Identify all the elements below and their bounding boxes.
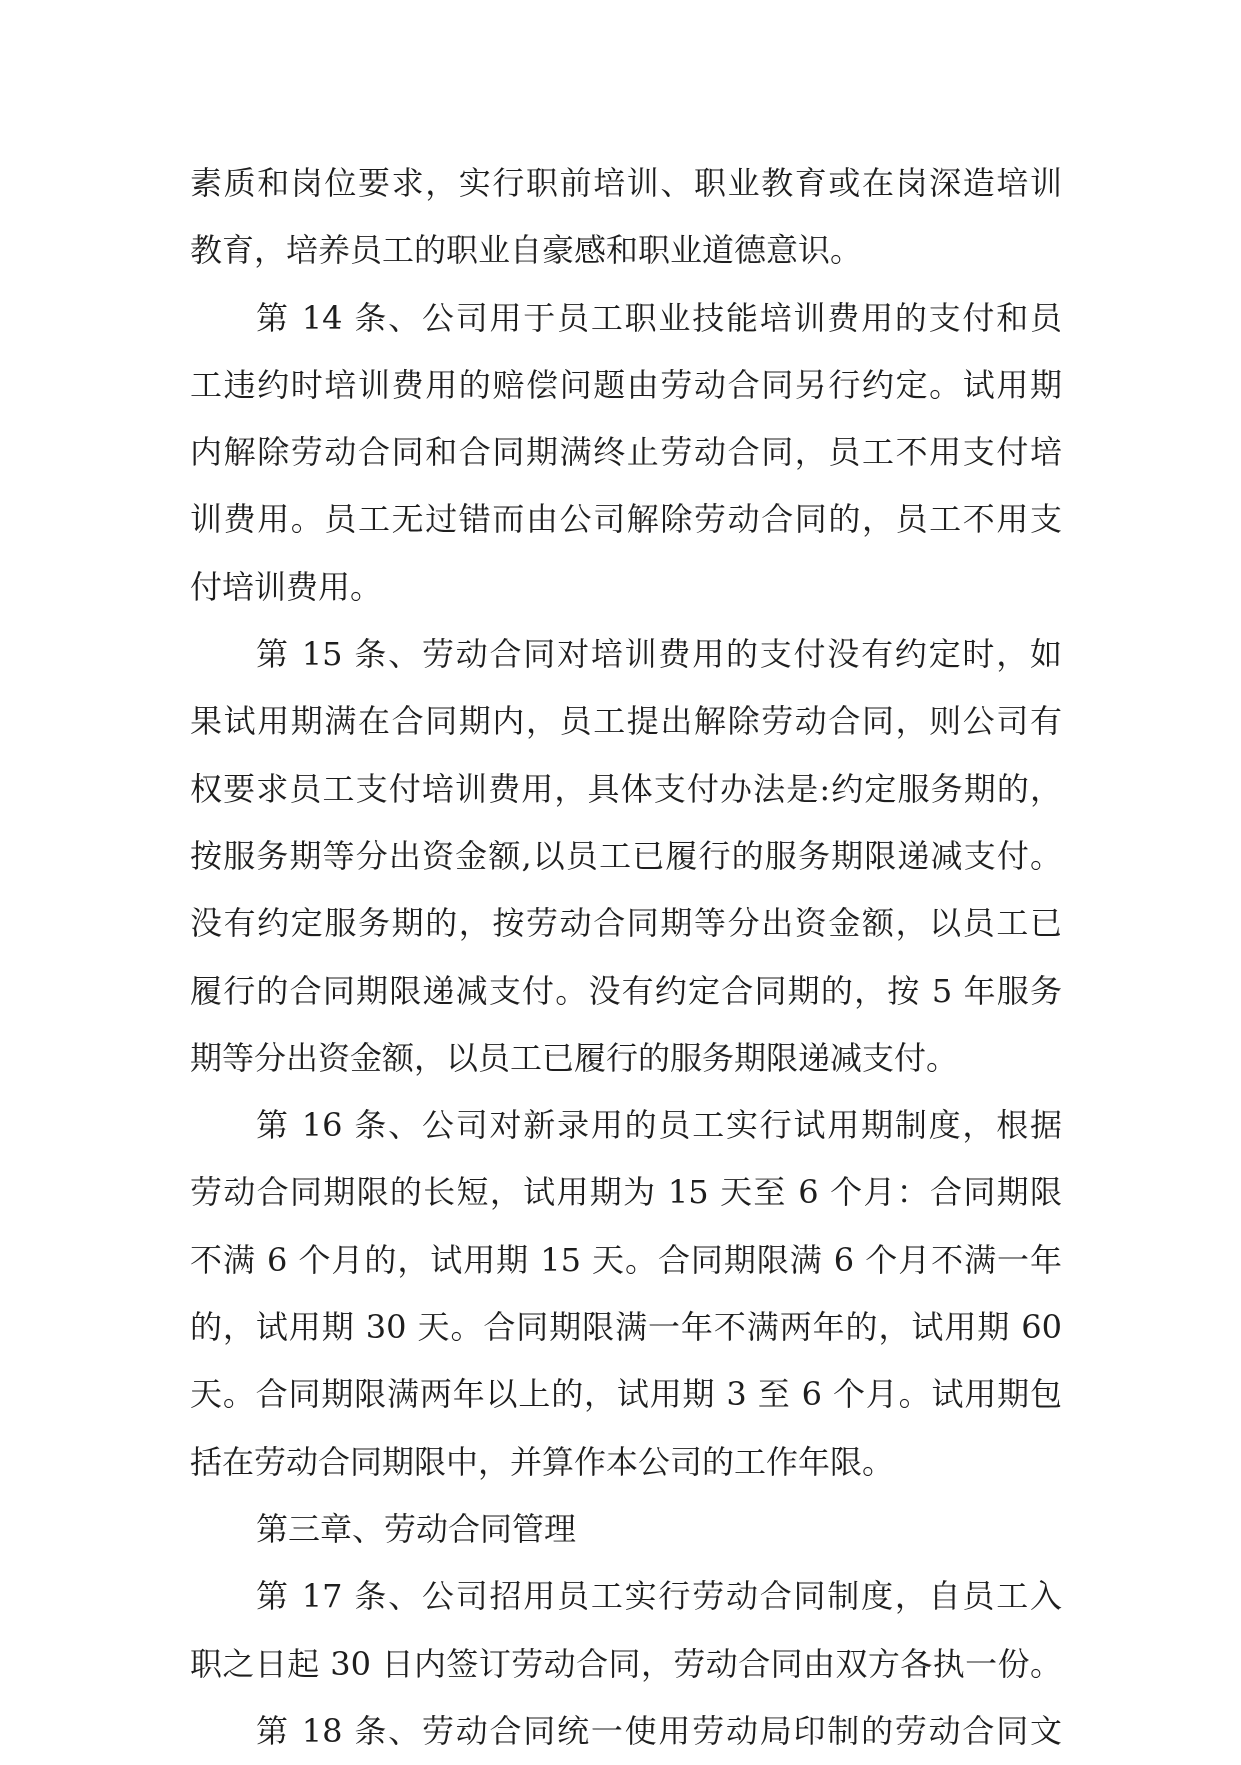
document-text-line: 素质和岗位要求，实行职前培训、职业教育或在岗深造培训 bbox=[190, 164, 1062, 202]
document-text-line: 职之日起 30 日内签订劳动合同，劳动合同由双方各执一份。 bbox=[190, 1644, 1062, 1683]
document-text-line: 不满 6 个月的，试用期 15 天。合同期限满 6 个月不满一年 bbox=[190, 1240, 1062, 1279]
document-text-line: 教育，培养员工的职业自豪感和职业道德意识。 bbox=[190, 231, 863, 270]
document-text-line: 付培训费用。 bbox=[190, 567, 383, 606]
document-text-line: 内解除劳动合同和合同期满终止劳动合同，员工不用支付培 bbox=[190, 433, 1062, 472]
document-text-line: 果试用期满在合同期内，员工提出解除劳动合同，则公司有 bbox=[190, 702, 1062, 741]
document-text-line: 的，试用期 30 天。合同期限满一年不满两年的，试用期 60 bbox=[190, 1308, 1062, 1347]
document-text-line: 工违约时培训费用的赔偿问题由劳动合同另行约定。试用期 bbox=[190, 365, 1062, 404]
document-text-line: 履行的合同期限递减支付。没有约定合同期的，按 5 年服务 bbox=[190, 971, 1062, 1010]
document-page bbox=[190, 150, 1062, 1765]
document-text-line: 括在劳动合同期限中，并算作本公司的工作年限。 bbox=[190, 1442, 895, 1481]
document-text-line: 第 14 条、公司用于员工职业技能培训费用的支付和员 bbox=[256, 298, 1062, 337]
document-text-line: 第 17 条、公司招用员工实行劳动合同制度，自员工入 bbox=[256, 1577, 1062, 1616]
document-text-line: 劳动合同期限的长短，试用期为 15 天至 6 个月：合同期限 bbox=[190, 1173, 1062, 1212]
document-text-line: 按服务期等分出资金额,以员工已履行的服务期限递减支付。 bbox=[190, 836, 1062, 875]
document-text-line: 训费用。员工无过错而由公司解除劳动合同的，员工不用支 bbox=[190, 500, 1062, 539]
document-text-line: 没有约定服务期的，按劳动合同期等分出资金额，以员工已 bbox=[190, 904, 1062, 943]
document-text-line: 权要求员工支付培训费用，具体支付办法是:约定服务期的， bbox=[190, 769, 1062, 808]
document-text-line: 天。合同期限满两年以上的，试用期 3 至 6 个月。试用期包 bbox=[190, 1375, 1062, 1414]
document-text-line: 第 16 条、公司对新录用的员工实行试用期制度，根据 bbox=[256, 1106, 1062, 1145]
document-text-line: 第 15 条、劳动合同对培训费用的支付没有约定时，如 bbox=[256, 635, 1062, 674]
document-text-line: 期等分出资金额，以员工已履行的服务期限递减支付。 bbox=[190, 1038, 959, 1077]
document-text-line: 第 18 条、劳动合同统一使用劳动局印制的劳动合同文 bbox=[256, 1711, 1062, 1750]
document-text-line: 第三章、劳动合同管理 bbox=[256, 1509, 577, 1548]
